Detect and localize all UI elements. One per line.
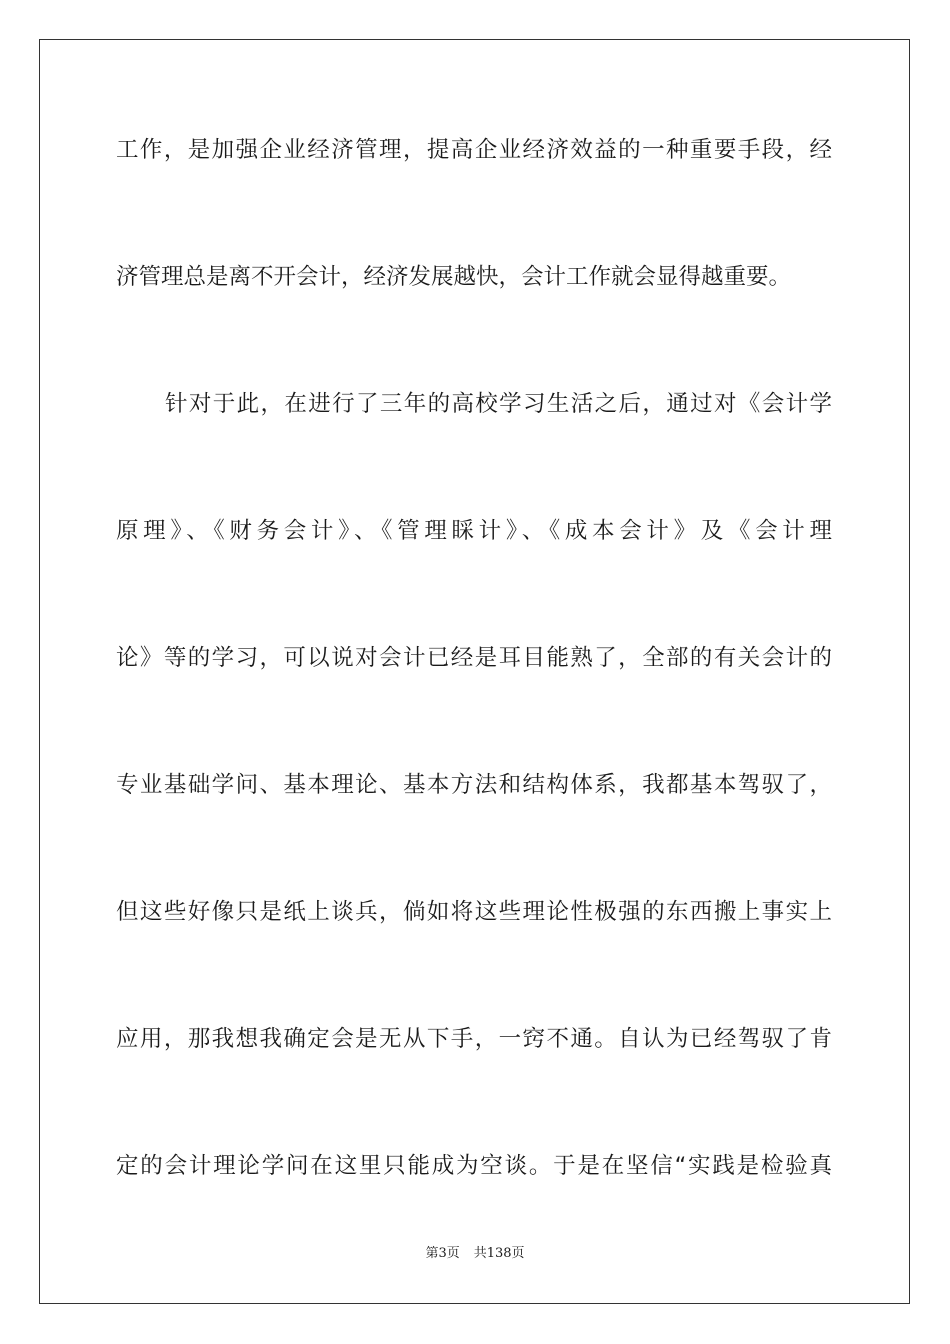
text-line: 定的会计理论学问在这里只能成为空谈。于是在坚信“实践是检验真 [116, 1153, 832, 1179]
page-footer [0, 1245, 950, 1263]
text-line: 论》等的学习，可以说对会计已经是耳目能熟了，全部的有关会计的 [116, 645, 832, 671]
text-line: 应用，那我想我确定会是无从下手，一窍不通。自认为已经驾驭了肯 [116, 1026, 832, 1052]
text-line: 针对于此，在进行了三年的高校学习生活之后，通过对《会计学 [165, 391, 832, 417]
text-line: 济管理总是离不开会计，经济发展越快，会计工作就会显得越重要。 [116, 264, 792, 290]
page-total: 共138页 [473, 1246, 525, 1261]
page-number: 第3页 [425, 1246, 460, 1261]
text-line: 原理》、《财务会计》、《管理睬计》、《成本会计》及《会计理 [116, 518, 832, 544]
text-line: 工作，是加强企业经济管理，提高企业经济效益的一种重要手段，经 [116, 137, 832, 163]
text-line: 但这些好像只是纸上谈兵，倘如将这些理论性极强的东西搬上事实上 [116, 899, 832, 925]
text-line: 专业基础学问、基本理论、基本方法和结构体系，我都基本驾驭了， [116, 772, 832, 798]
